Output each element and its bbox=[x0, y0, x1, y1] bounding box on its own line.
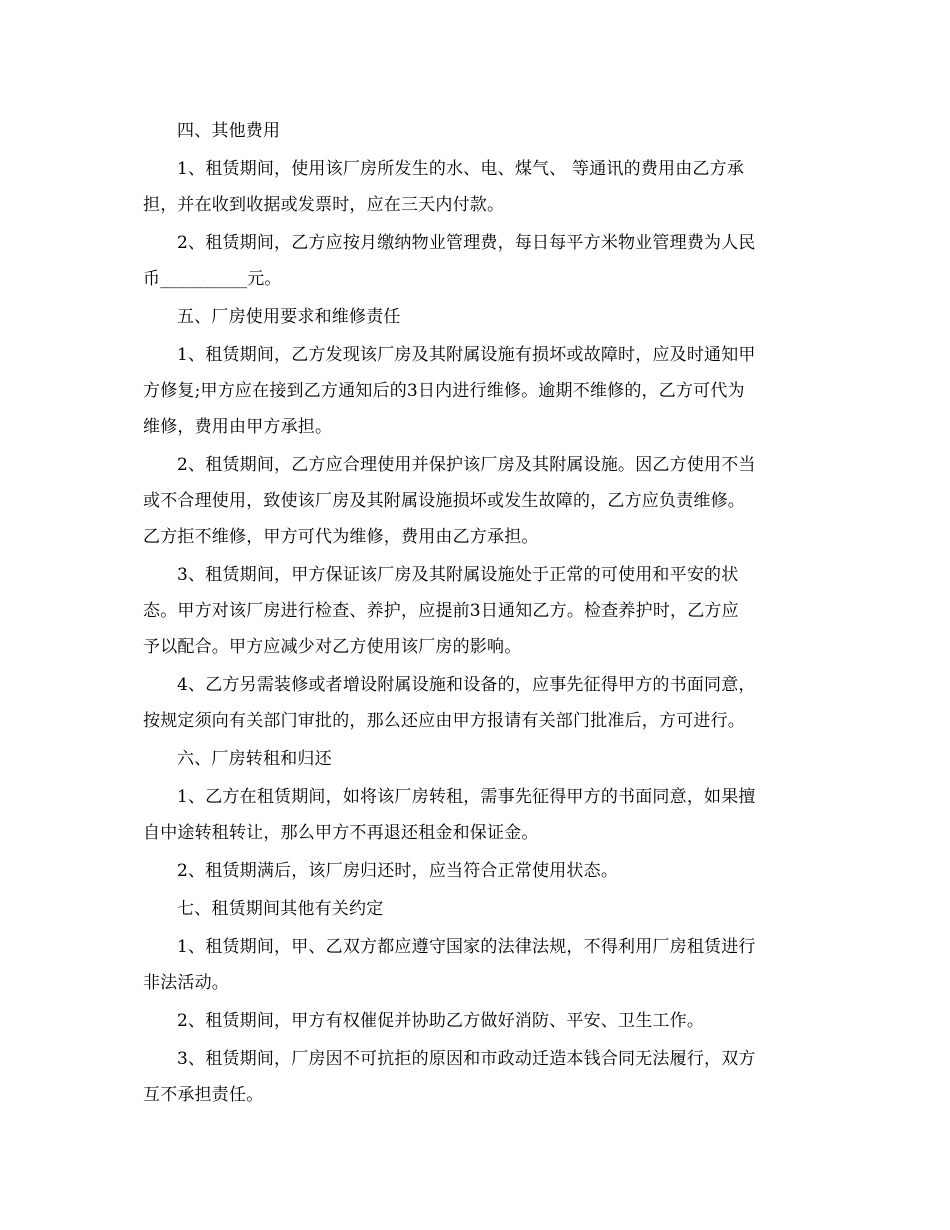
text-line: 2、租赁期满后，该厂房归还时，应当符合正常使用状态。 bbox=[177, 861, 619, 881]
text-line: 四、其他费用 bbox=[177, 121, 281, 141]
section-5-heading bbox=[143, 299, 808, 335]
text-line: 币__________元。 bbox=[143, 269, 282, 289]
text-line: 1、租赁期间，甲、乙双方都应遵守国家的法律法规，不得利用厂房租赁进行 bbox=[177, 937, 756, 957]
text-line: 方修复;甲方应在接到乙方通知后的3日内进行维修。逾期不维修的，乙方可代为 bbox=[143, 381, 745, 401]
text-line: 担，并在收到收据或发票时，应在三天内付款。 bbox=[143, 195, 505, 215]
clause-7-2 bbox=[143, 1003, 808, 1039]
text-line: 4、乙方另需装修或者增设附属设施和设备的，应事先征得甲方的书面同意， bbox=[177, 675, 756, 695]
text-line: 1、乙方在租赁期间，如将该厂房转租，需事先征得甲方的书面同意，如果擅 bbox=[177, 787, 756, 807]
text-line: 1、租赁期间，乙方发现该厂房及其附属设施有损坏或故障时，应及时通知甲 bbox=[177, 345, 756, 365]
text-line: 互不承担责任。 bbox=[143, 1085, 264, 1105]
text-line: 六、厂房转租和归还 bbox=[177, 749, 332, 769]
text-line: 维修，费用由甲方承担。 bbox=[143, 417, 333, 437]
text-line: 自中途转租转让，那么甲方不再退还租金和保证金。 bbox=[143, 823, 539, 843]
clause-5-4 bbox=[143, 667, 808, 739]
section-4-heading bbox=[143, 113, 808, 149]
clause-4-2 bbox=[143, 225, 808, 297]
text-line: 乙方拒不维修，甲方可代为维修，费用由乙方承担。 bbox=[143, 527, 539, 547]
text-line: 七、租赁期间其他有关约定 bbox=[177, 899, 384, 919]
text-line: 或不合理使用，致使该厂房及其附属设施损坏或发生故障的，乙方应负责维修。 bbox=[143, 491, 745, 511]
clause-4-1 bbox=[143, 151, 808, 223]
clause-5-1 bbox=[143, 337, 808, 445]
text-line: 按规定须向有关部门审批的，那么还应由甲方报请有关部门批准后，方可进行。 bbox=[143, 711, 745, 731]
clause-6-1 bbox=[143, 779, 808, 851]
text-line: 1、租赁期间，使用该厂房所发生的水、电、煤气、 等通讯的费用由乙方承 bbox=[177, 159, 745, 179]
text-line: 态。甲方对该厂房进行检查、养护，应提前3日通知乙方。检查养护时，乙方应 bbox=[143, 601, 739, 621]
clause-7-3 bbox=[143, 1041, 808, 1113]
text-line: 3、租赁期间，甲方保证该厂房及其附属设施处于正常的可使用和平安的状 bbox=[177, 565, 739, 585]
text-line: 2、租赁期间，乙方应按月缴纳物业管理费，每日每平方米物业管理费为人民 bbox=[177, 233, 756, 253]
clause-5-2 bbox=[143, 447, 808, 555]
text-line: 非法活动。 bbox=[143, 973, 229, 993]
text-line: 2、租赁期间，乙方应合理使用并保护该厂房及其附属设施。因乙方使用不当 bbox=[177, 455, 756, 475]
clause-7-1 bbox=[143, 929, 808, 1001]
text-line: 3、租赁期间，厂房因不可抗拒的原因和市政动迁造本钱合同无法履行，双方 bbox=[177, 1049, 756, 1069]
section-6-heading bbox=[143, 741, 808, 777]
clause-6-2 bbox=[143, 853, 808, 889]
text-line: 2、租赁期间，甲方有权催促并协助乙方做好消防、平安、卫生工作。 bbox=[177, 1011, 705, 1031]
text-line: 五、厂房使用要求和维修责任 bbox=[177, 307, 401, 327]
text-line: 予以配合。甲方应减少对乙方使用该厂房的影响。 bbox=[143, 637, 522, 657]
section-7-heading bbox=[143, 891, 808, 927]
clause-5-3 bbox=[143, 557, 808, 665]
document-body bbox=[143, 113, 808, 1115]
